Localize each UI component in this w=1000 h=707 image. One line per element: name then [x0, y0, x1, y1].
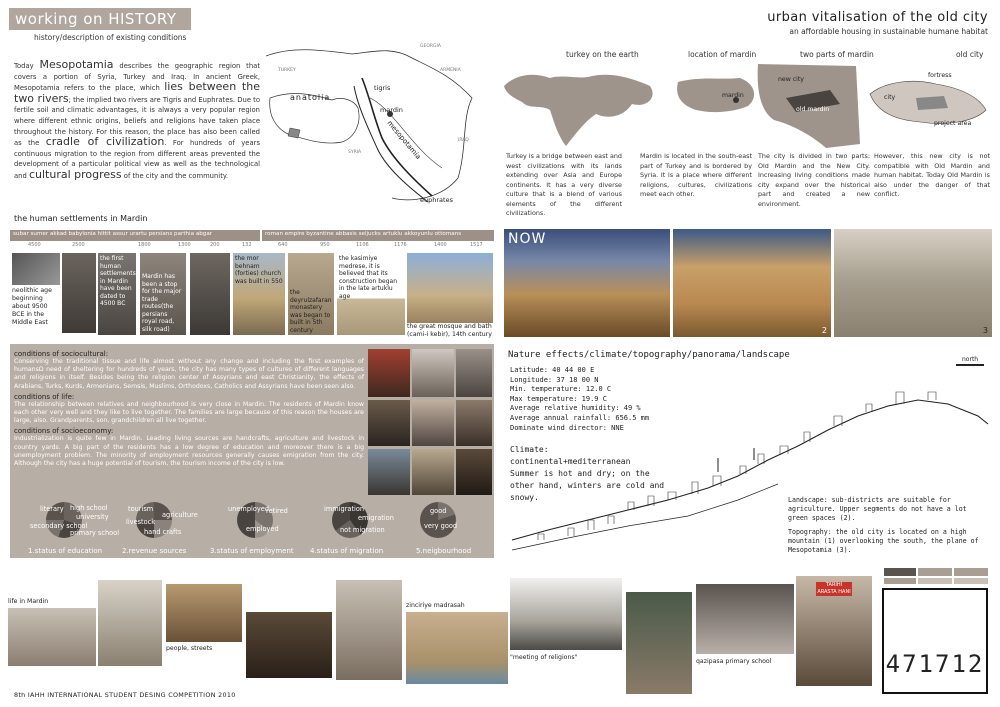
photo-life-2 — [98, 580, 162, 666]
label-people-streets: people, streets — [166, 645, 213, 652]
mesopotamia-map — [262, 38, 490, 208]
photo-number-3: 3 — [982, 326, 988, 335]
map-label-georgia: GEORGIA — [420, 44, 441, 49]
pie-label-neighbourhood: 5.neigbourhood — [416, 547, 472, 555]
photo-deyrulzafaran: the deyrulzafaran monastery was began to built in 5th century — [288, 253, 334, 335]
label-qazipasa: qazipasa primary school — [696, 658, 772, 665]
life-text: The relationship between relatives and neighbourhood is very close in Mardin. The residents of Mardin know each other very well and they like to live together. The families are large because of this reason the houses are large, also. Grandparents, son, grandchildren all live together. — [14, 400, 364, 425]
econ-heading: conditions of socioeconomy: — [14, 427, 114, 436]
code-bar-2 — [918, 568, 952, 576]
photo-relief — [190, 253, 230, 335]
caption-great-mosque: the great mosque and bath (cami-i kebir), 14th century — [407, 323, 492, 338]
photo-portrait-1 — [368, 349, 410, 397]
locator-fortress: fortress — [928, 72, 952, 79]
map-label-mesopotamia: mesopotamia — [385, 119, 423, 161]
photo-life-1 — [8, 608, 96, 666]
intro-text: Today Mesopotamia describes the geographic region that covers a portion of Syria, Turkey and Iraq. In ancient Greek, Mesopotamia refers to the place, which lies between the two rivers; the implied two rivers are Tigris and Euphrates. Due to fertile soil and climatic advantages, it is always a very popular region where different ethnic origins, beliefs and religions have taken place throughout the history. For this reason, the place has also been called as the cradle of civilization. For hundreds of years continuous migration to the region from different areas prevented the development of a particular political view as well as the technological and cultural progress of the city and the community. — [14, 58, 260, 181]
locator-label-3: two parts of mardin — [800, 50, 874, 59]
climate-text: Climate: continental+mediterranean Summer is hot and dry; on the other hand, winters are cold and snowy. — [510, 445, 665, 502]
photo-trade-routes: Mardin has been a stop for the major trade routes(the persians royal road, silk road) — [140, 253, 186, 335]
photo-now-3 — [834, 229, 992, 337]
photo-mor-behnam: the mor behnam (forties) church was built in 550 — [233, 253, 285, 335]
locator-label-2: location of mardin — [688, 50, 757, 59]
locator-city: city — [884, 94, 896, 101]
locator-oldmardin: old mardin — [796, 106, 830, 113]
photo-great-mosque — [407, 253, 493, 323]
photo-arasta-hani — [796, 576, 872, 686]
photo-meeting-of-religions — [510, 578, 622, 650]
photo-now-1 — [504, 229, 670, 337]
photo-people-streets — [166, 584, 242, 642]
photo-now-2 — [673, 229, 831, 337]
locator-text-3: The city is divided in two parts: Old Mardin and the New City. Increasing living conditions made city expand over the historical part and created a new environment. — [758, 152, 870, 208]
photo-number-2: 2 — [821, 326, 827, 335]
arasta-sign: TARIHI ARASTA HANI — [817, 582, 851, 595]
photo-kasimiye: the kasimiye medrese, it is believed that its construction began in the late artuklu age — [337, 253, 405, 335]
photo-family-2 — [412, 400, 454, 446]
locator-mardin: mardin — [722, 92, 744, 99]
photo-street-3 — [456, 449, 492, 495]
locator-text-4: However, this new city is not compatible with Old Mardin and human habitat. Today Old Mardin is also under the danger of that conflict. — [874, 152, 990, 198]
photo-first-settlements: the first human settlements in Mardin have been dated to 4500 BC — [98, 253, 136, 335]
page-title: working on HISTORY — [9, 8, 191, 30]
footer-text: 8th IAHH INTERNATIONAL STUDENT DESING COMPETITION 2010 — [14, 691, 236, 699]
code-box — [882, 588, 988, 694]
map-label-syria: SYRIA — [348, 150, 362, 155]
right-subtitle: an affordable housing in sustainable humane habitat — [789, 27, 988, 36]
label-meeting-of-religions: "meeting of religions" — [510, 654, 578, 661]
photo-statue — [62, 253, 96, 333]
right-title: urban vitalisation of the old city — [767, 10, 988, 25]
locator-label-4: old city — [956, 50, 984, 59]
photo-neolithic — [12, 253, 60, 285]
timeline-right: roman empire byzantine abbasis seljucks artuklu akkoyunlu ottomans — [262, 230, 494, 241]
map-label-euphrates: euphrates — [420, 196, 453, 204]
pie-label-revenue: 2.revenue sources — [122, 547, 187, 555]
north-label: north — [962, 356, 979, 363]
locator-project: project area — [934, 120, 972, 127]
timeline-years: 4500 2500 1800 1300 200 132 640 950 1106 1176 1400 1517 — [28, 242, 483, 248]
topography-text: Topography: the old city is located on a high mountain (1) overlooking the south, the plane of Mesopotamia (3). — [788, 528, 979, 554]
econ-text: Industrialization is quite few in Mardin. Leading living sources are handcrafts, agriculture and livestock in country yards. A big part of the residents has a low degree of education and moreover there is a big unemployment problem. The minority of employment resources generally causes emigration from the city. Although the city has a huge potential of tourism, the tourism income of the city is low. — [14, 435, 364, 468]
label-life-in-mardin: life in Mardin — [8, 598, 49, 605]
socio-text: Conserving the traditional tissue and life almost without any change and including the first examples of humansΩ need of sheltering for hundreds of years, the city has many types of cultures of different languages and religions in itself. Besides being the religion center of Assyrians and east Christianity, the effects of Arabians, Turks, Kurds, Armenians, Semsis, Muslims, Orthodoxs, Catholics and Assyrians have been seen also. — [14, 358, 364, 390]
locator-maps — [500, 64, 992, 154]
code-bar-6 — [954, 578, 988, 584]
landscape-text: Landscape: sub-districts are suitable for agriculture. Upper segments do not have a lot green spaces (2). — [788, 496, 967, 522]
nature-data: Latitude: 40 44 00 E Longitude: 37 18 00 N Min. temperature: 12.0 C Max temperature: 19.9 C Average relative humidity: 49 % Average annual rainfall: 656.5 mm Dominate wind director: NNE — [510, 366, 650, 432]
code-bar-4 — [884, 578, 916, 584]
photo-portrait-3 — [456, 349, 492, 397]
map-label-armenia: ARMENIA — [440, 68, 461, 73]
life-heading: conditions of life: — [14, 392, 75, 401]
photo-zinciriye — [406, 612, 508, 684]
photo-street-2 — [412, 449, 454, 495]
code-bar-3 — [954, 568, 988, 576]
nature-heading: Nature effects/climate/topography/panorama/landscape — [508, 350, 790, 360]
now-label: NOW — [508, 231, 547, 247]
locator-section — [500, 50, 992, 217]
socio-heading: conditions of sociocultural: — [14, 350, 109, 358]
map-label-mardin: mardin — [380, 106, 403, 114]
photo-life-3 — [246, 612, 332, 678]
photo-family-3 — [456, 400, 492, 446]
conditions-text — [14, 350, 364, 468]
code-bar-1 — [884, 568, 916, 576]
timeline-left: subar sumer akkad babylonia hittit assur urartu persians parthia abgar — [10, 230, 260, 241]
map-label-turkey: TURKEY — [278, 68, 296, 73]
page-subtitle: history/description of existing conditions — [34, 33, 187, 42]
photo-street-1 — [368, 449, 410, 495]
locator-newcity: new city — [778, 76, 804, 83]
locator-text-1: Turkey is a bridge between east and west civilizations with its lands extending over Asia and Europe continents. It has a very diverse culture that is a blend of various elements of the different civilizations. — [506, 152, 622, 217]
map-label-anatolia: anatolia — [290, 93, 331, 102]
code-bar-5 — [918, 578, 952, 584]
pie-label-migration: 4.status of migration — [310, 547, 384, 555]
map-label-tigris: tigris — [374, 84, 391, 92]
pie-label-employment: 3.status of employment — [210, 547, 294, 555]
photo-portrait-2 — [412, 349, 454, 397]
photo-old-man — [626, 592, 692, 694]
label-zinciriye: zinciriye madrasah — [406, 602, 465, 609]
locator-text-2: Mardin is located in the south-east part of Turkey and is bordered by Syria. It is a place where different religions, cultures, civilizations meet each other. — [640, 152, 752, 198]
locator-label-1: turkey on the earth — [566, 50, 639, 59]
photo-qazipasa — [696, 584, 794, 654]
competition-code: 471712 — [885, 650, 985, 678]
map-label-iraq: IRAQ — [458, 138, 469, 143]
caption-neolithic: neolithic age beginning about 9500 BCE in the Middle East — [12, 287, 52, 326]
pie-label-education: 1.status of education — [28, 547, 103, 555]
photo-life-4 — [336, 580, 402, 680]
settlements-heading: the human settlements in Mardin — [14, 214, 148, 223]
photo-family-1 — [368, 400, 410, 446]
